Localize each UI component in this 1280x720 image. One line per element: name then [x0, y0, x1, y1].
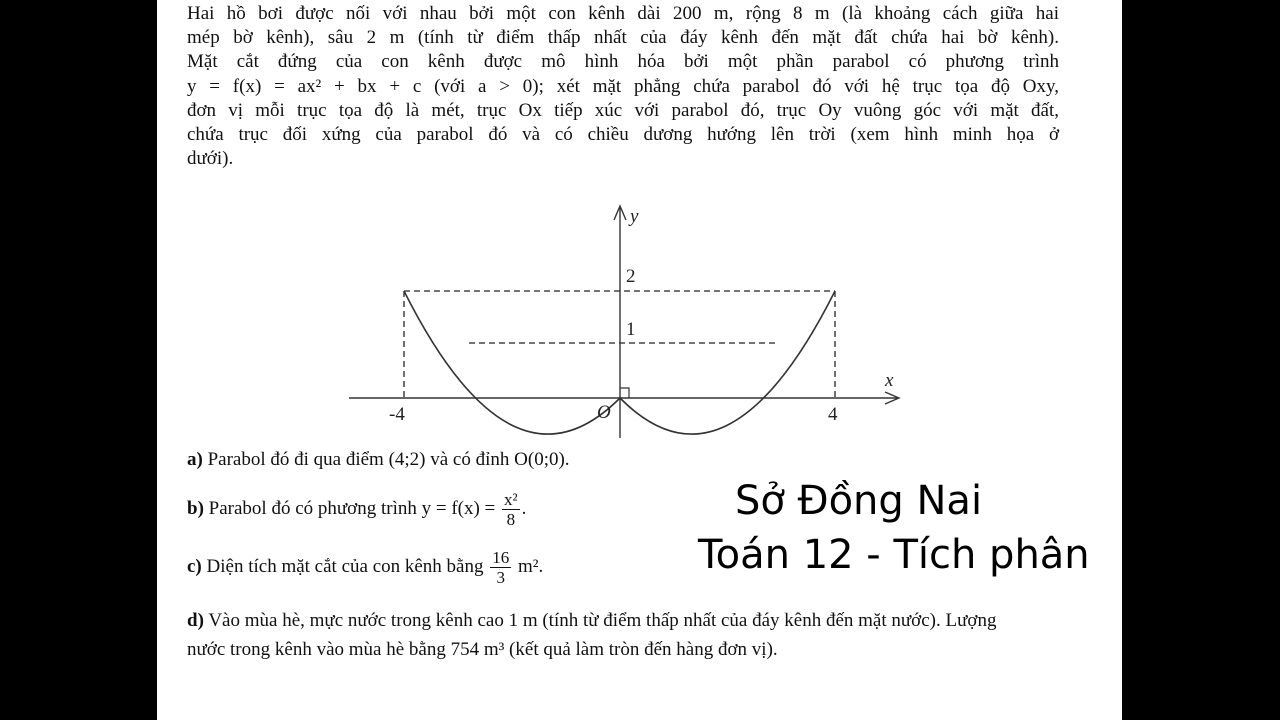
fraction-denominator: 3 — [496, 568, 505, 587]
document-page — [157, 0, 1122, 720]
statement-c-text: Diện tích mặt cắt của con kênh bằng — [206, 555, 484, 577]
y-axis-label: y — [630, 206, 639, 227]
problem-line: chứa trục đối xứng của parabol đó và có chiều dương hướng lên trời (xem hình minh họa ở — [187, 124, 1059, 146]
x-axis-label: x — [885, 370, 894, 391]
problem-line: dưới). — [187, 148, 234, 170]
right-angle-mark — [620, 388, 629, 398]
statement-d — [187, 606, 1037, 664]
tick-label-xneg4: -4 — [389, 404, 405, 425]
fraction-numerator: 16 — [492, 548, 510, 567]
tick-label-x4: 4 — [828, 404, 838, 425]
statement-b-end: . — [521, 497, 527, 519]
problem-line: Mặt cắt đứng của con kênh được mô hình hóa bởi một phần parabol có phương trình — [187, 51, 1059, 73]
tick-label-y2: 2 — [626, 266, 636, 287]
fraction-denominator: 8 — [506, 510, 516, 529]
statement-b-text: Parabol đó có phương trình y = f(x) = — [208, 497, 496, 519]
problem-text — [187, 2, 1059, 171]
statement-a-text: Parabol đó đi qua điểm (4;2) và có đỉnh O(0;0). — [207, 449, 570, 470]
problem-line: mép bờ kênh), sâu 2 m (tính từ điểm thấp nhất của đáy kênh đến mặt đất chứa hai bờ kênh). — [187, 27, 1059, 49]
fraction-numerator: x² — [504, 490, 518, 509]
fraction-16-over-3 — [490, 548, 511, 587]
problem-line: đơn vị mỗi trục tọa độ là mét, trục Ox tiếp xúc với parabol đó, trục Oy vuông góc với mặt đất, — [187, 99, 1059, 121]
parabola-figure — [157, 196, 1122, 441]
statement-a — [187, 449, 570, 471]
problem-line: y = f(x) = ax² + bx + c (với a > 0); xét mặt phẳng chứa parabol đó với hệ trục tọa độ Oxy, — [187, 75, 1059, 97]
tick-label-y1: 1 — [626, 319, 636, 340]
watermark-line-2: Toán 12 - Tích phân — [698, 532, 1090, 578]
statement-d-label: d) — [187, 610, 204, 631]
origin-label: O — [597, 402, 611, 423]
statement-b — [187, 490, 526, 529]
statement-b-label: b) — [187, 497, 204, 519]
statement-c-label: c) — [187, 555, 202, 577]
fraction-x2-over-8 — [502, 490, 520, 529]
problem-line: Hai hồ bơi được nối với nhau bởi một con kênh dài 200 m, rộng 8 m (là khoảng cách giữa hai — [187, 3, 1059, 24]
statement-d-text: Vào mùa hè, mực nước trong kênh cao 1 m (tính từ điểm thấp nhất của đáy kênh đến mặt nước). Lượng nước trong kênh vào mùa hè bằng 754 m³ (kết quả làm tròn đến hàng đơn vị). — [187, 610, 997, 660]
statement-c-end: m². — [518, 555, 544, 577]
statement-a-label: a) — [187, 449, 203, 470]
statement-c — [187, 548, 543, 587]
watermark-line-1: Sở Đồng Nai — [735, 478, 983, 524]
